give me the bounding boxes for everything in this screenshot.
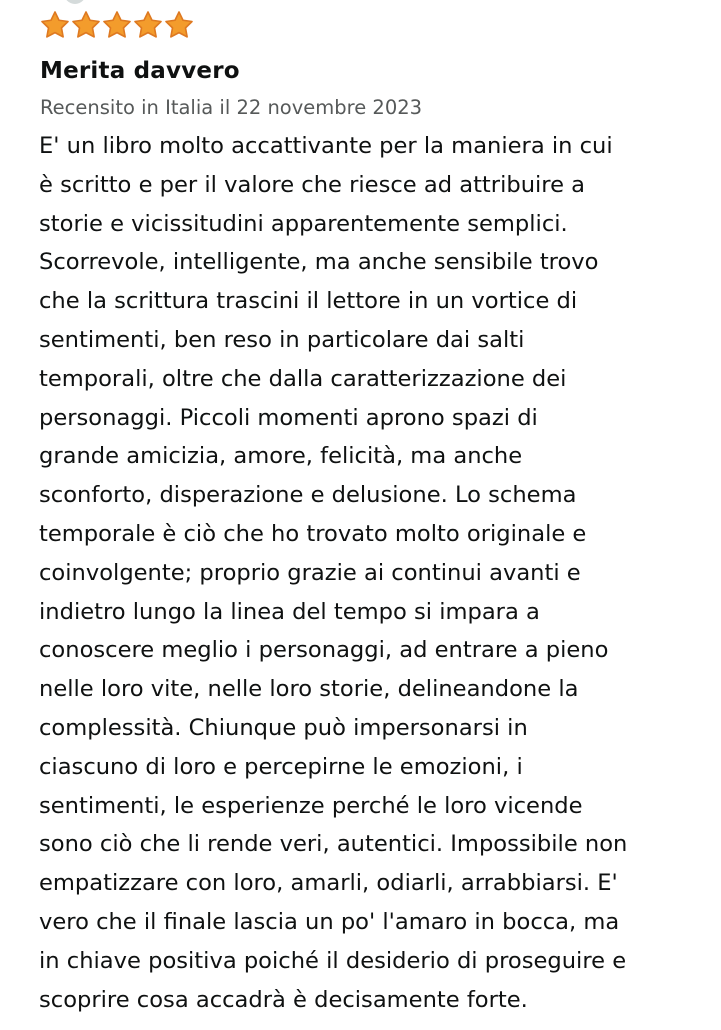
review-body-line: conoscere meglio i personaggi, ad entrare a pieno [39, 637, 609, 664]
review-body-line: temporale è ciò che ho trovato molto originale e [39, 520, 587, 547]
star-rating [40, 10, 194, 40]
review-body-line: storie e vicissitudini apparentemente semplici. [39, 210, 568, 237]
review-body-line: vero che il finale lascia un po' l'amaro in bocca, ma [39, 908, 620, 935]
review-body-line: complessità. Chiunque può impersonarsi in [39, 714, 528, 741]
review-body-line: personaggi. Piccoli momenti aprono spazi di [39, 404, 538, 431]
review-body-line: sconforto, disperazione e delusione. Lo schema [39, 482, 577, 509]
review-body-line: indietro lungo la linea del tempo si impara a [39, 598, 540, 625]
star-icon [164, 10, 194, 40]
star-icon [71, 10, 101, 40]
review-body-line: che la scrittura trascini il lettore in un vortice di [39, 288, 578, 315]
review-body-line: scoprire cosa accadrà è decisamente forte. [39, 986, 528, 1013]
star-icon [133, 10, 163, 40]
review-body-line: grande amicizia, amore, felicità, ma anche [39, 443, 523, 470]
review-title[interactable]: Merita davvero [40, 58, 240, 84]
review-body-line: è scritto e per il valore che riesce ad attribuire a [39, 171, 586, 198]
review-body-line: empatizzare con loro, amarli, odiarli, arrabbiarsi. E' [39, 870, 618, 897]
review-body-line: coinvolgente; proprio grazie ai continui avanti e [39, 559, 581, 586]
review-body-line: E' un libro molto accattivante per la maniera in cui [39, 133, 613, 159]
avatar [64, 0, 86, 4]
review-date: Recensito in Italia il 22 novembre 2023 [40, 96, 423, 119]
review-body-line: in chiave positiva poiché il desiderio di proseguire e [39, 947, 627, 974]
review-body [39, 127, 719, 1019]
review-body-line: sentimenti, le esperienze perché le loro vicende [39, 792, 583, 819]
review-body-line: sentimenti, ben reso in particolare dai salti [39, 326, 525, 353]
review-body-line: sono ciò che li rende veri, autentici. Impossibile non [39, 831, 628, 858]
star-icon [102, 10, 132, 40]
review-body-line: ciascuno di loro e percepirne le emozioni, i [39, 753, 523, 780]
review-body-line: nelle loro vite, nelle loro storie, delineandone la [39, 676, 579, 703]
review-body-line: Scorrevole, intelligente, ma anche sensibile trovo [39, 249, 599, 276]
star-icon [40, 10, 70, 40]
review-body-line: temporali, oltre che dalla caratterizzazione dei [39, 365, 567, 392]
